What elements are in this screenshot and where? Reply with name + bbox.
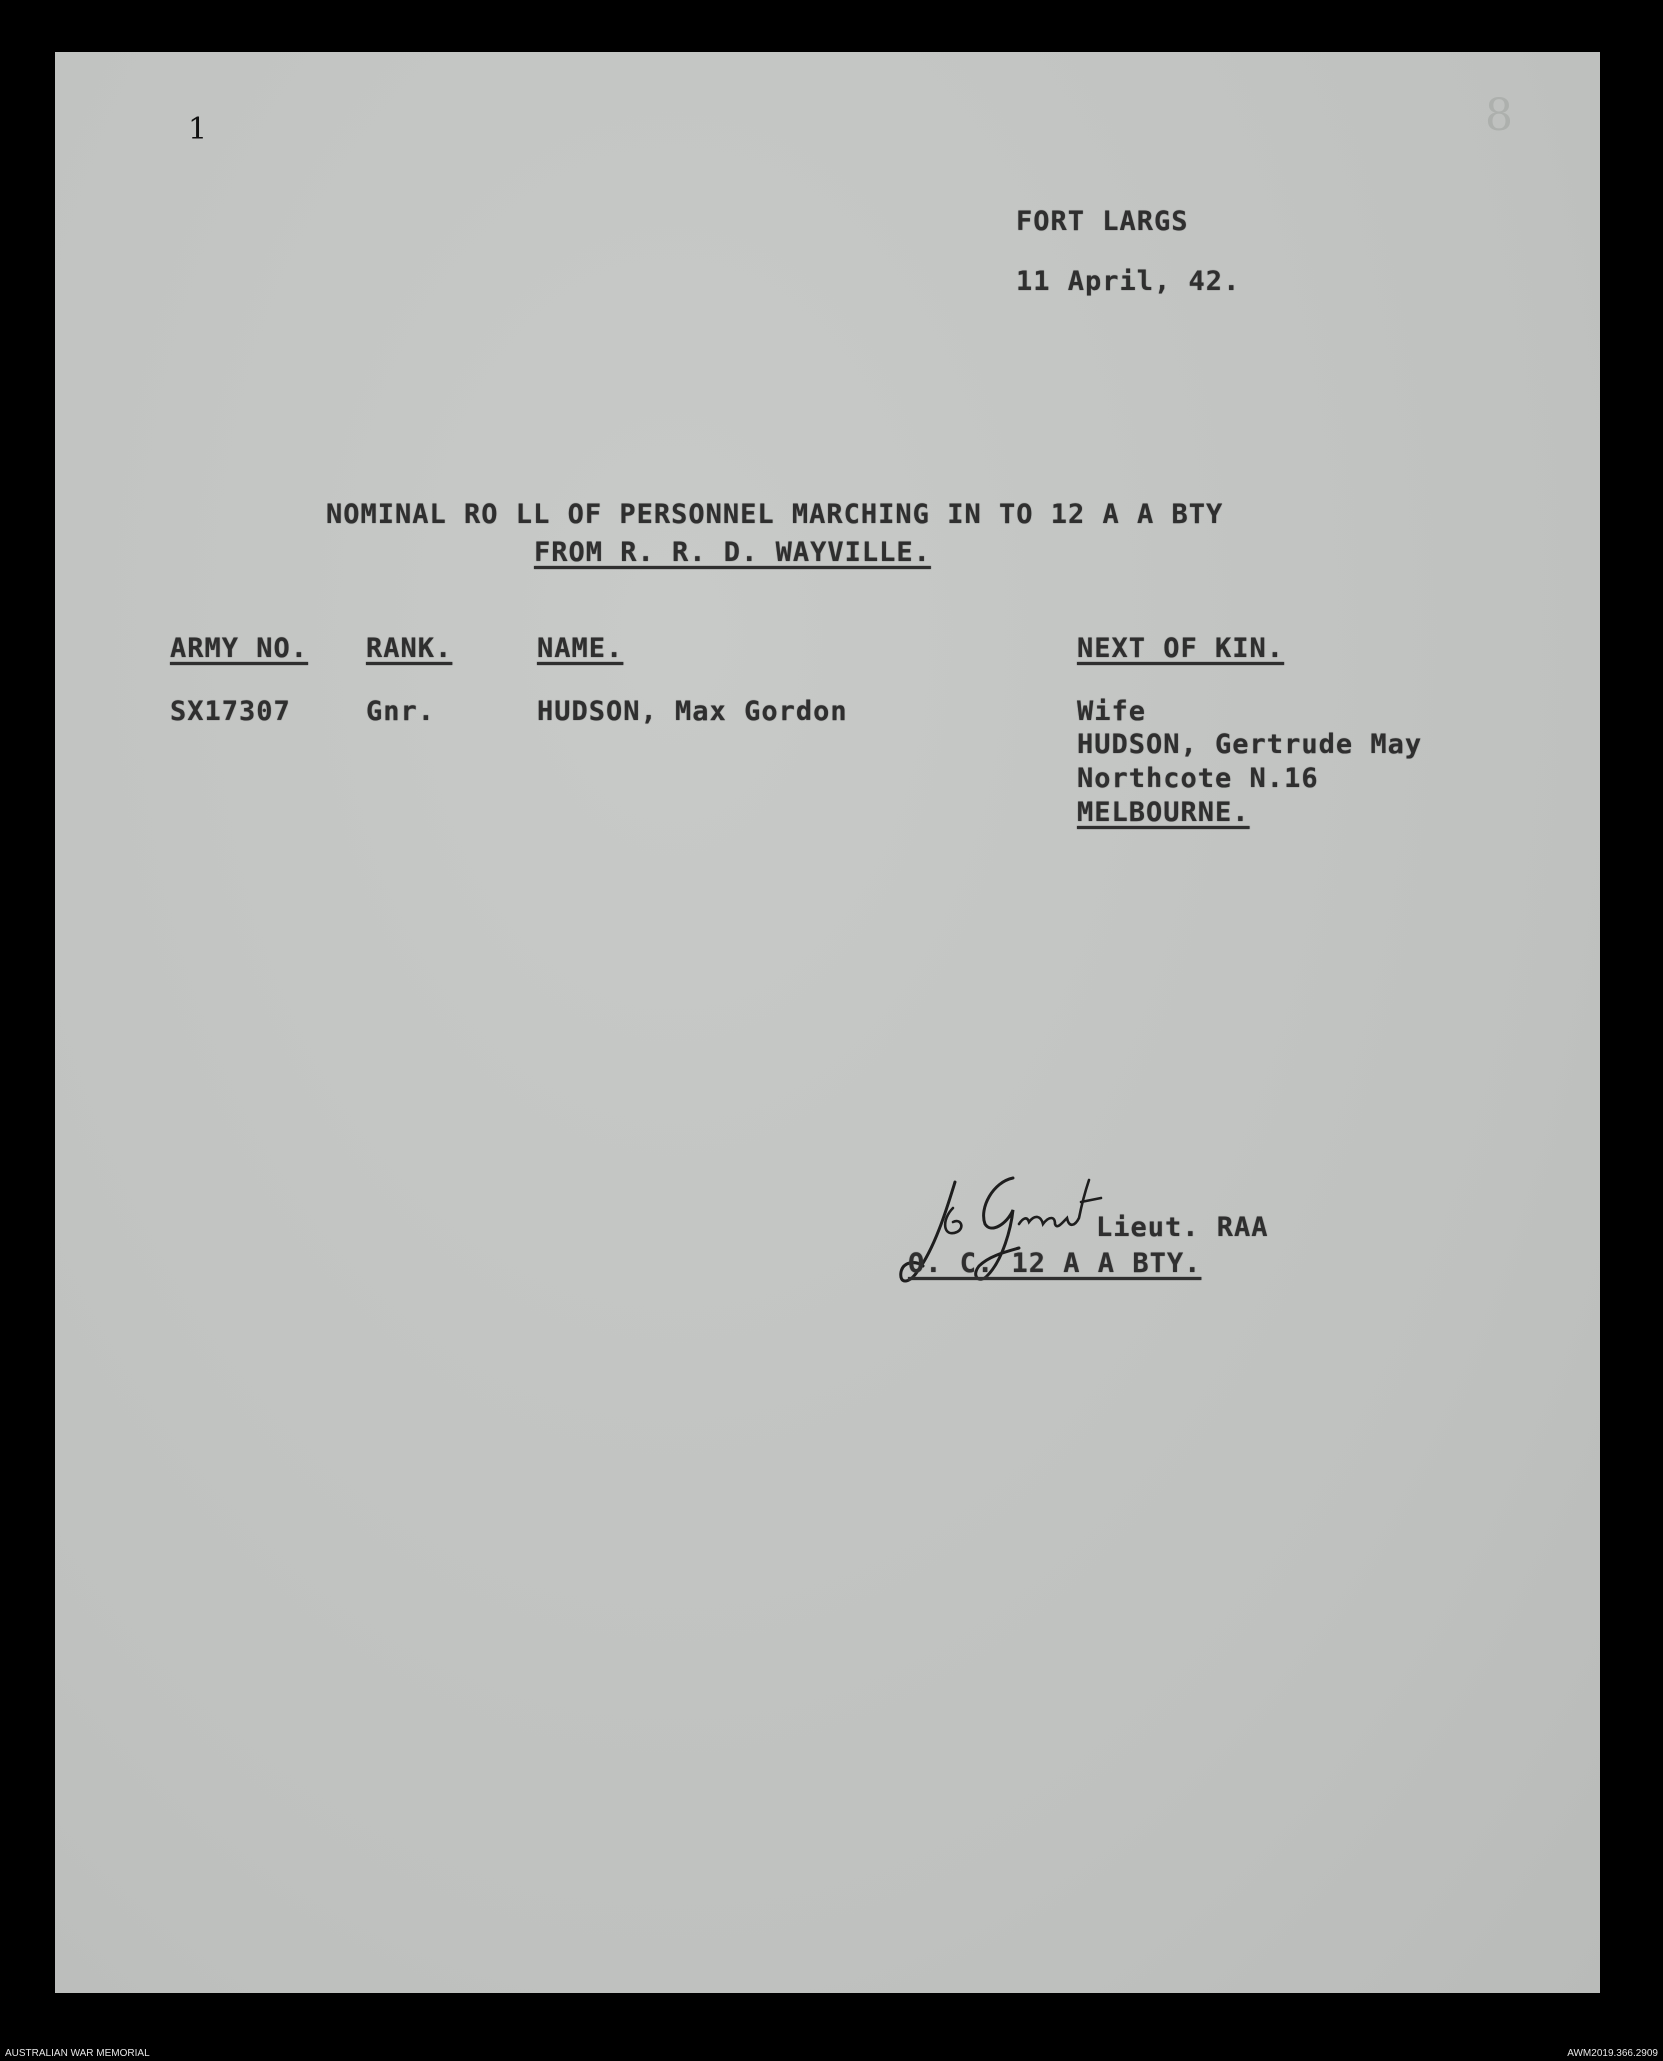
column-header-next-of-kin: NEXT OF KIN. [1077,633,1285,664]
date: 11 April, 42. [1016,266,1241,297]
footer-catalogue-number: AWM2019.366.2909 [1567,2048,1658,2059]
signature-rank-line: Lieut. RAA [1096,1212,1269,1243]
title-line-2: FROM R. R. D. WAYVILLE. [534,537,931,568]
document-page [55,52,1600,1993]
entry-name: HUDSON, Max Gordon [537,696,848,727]
column-header-name: NAME. [537,633,624,664]
entry-army-no: SX17307 [170,696,291,727]
location: FORT LARGS [1016,206,1189,237]
footer-archive-name: AUSTRALIAN WAR MEMORIAL [5,2048,150,2059]
kin-city: MELBOURNE. [1077,797,1250,828]
kin-name: HUDSON, Gertrude May [1077,729,1423,760]
kin-relation: Wife [1077,696,1147,727]
signature-unit-line: O. C. 12 A A BTY. [908,1248,1202,1279]
column-header-rank: RANK. [366,633,453,664]
kin-address: Northcote N.16 [1077,763,1319,794]
pencil-folio-number: 8 [1485,90,1513,141]
column-header-army-no: ARMY NO. [170,633,309,664]
corner-mark: 1 [188,112,208,147]
entry-rank: Gnr. [366,696,436,727]
title-line-1: NOMINAL RO LL OF PERSONNEL MARCHING IN TO 12 A A BTY [326,499,1224,530]
